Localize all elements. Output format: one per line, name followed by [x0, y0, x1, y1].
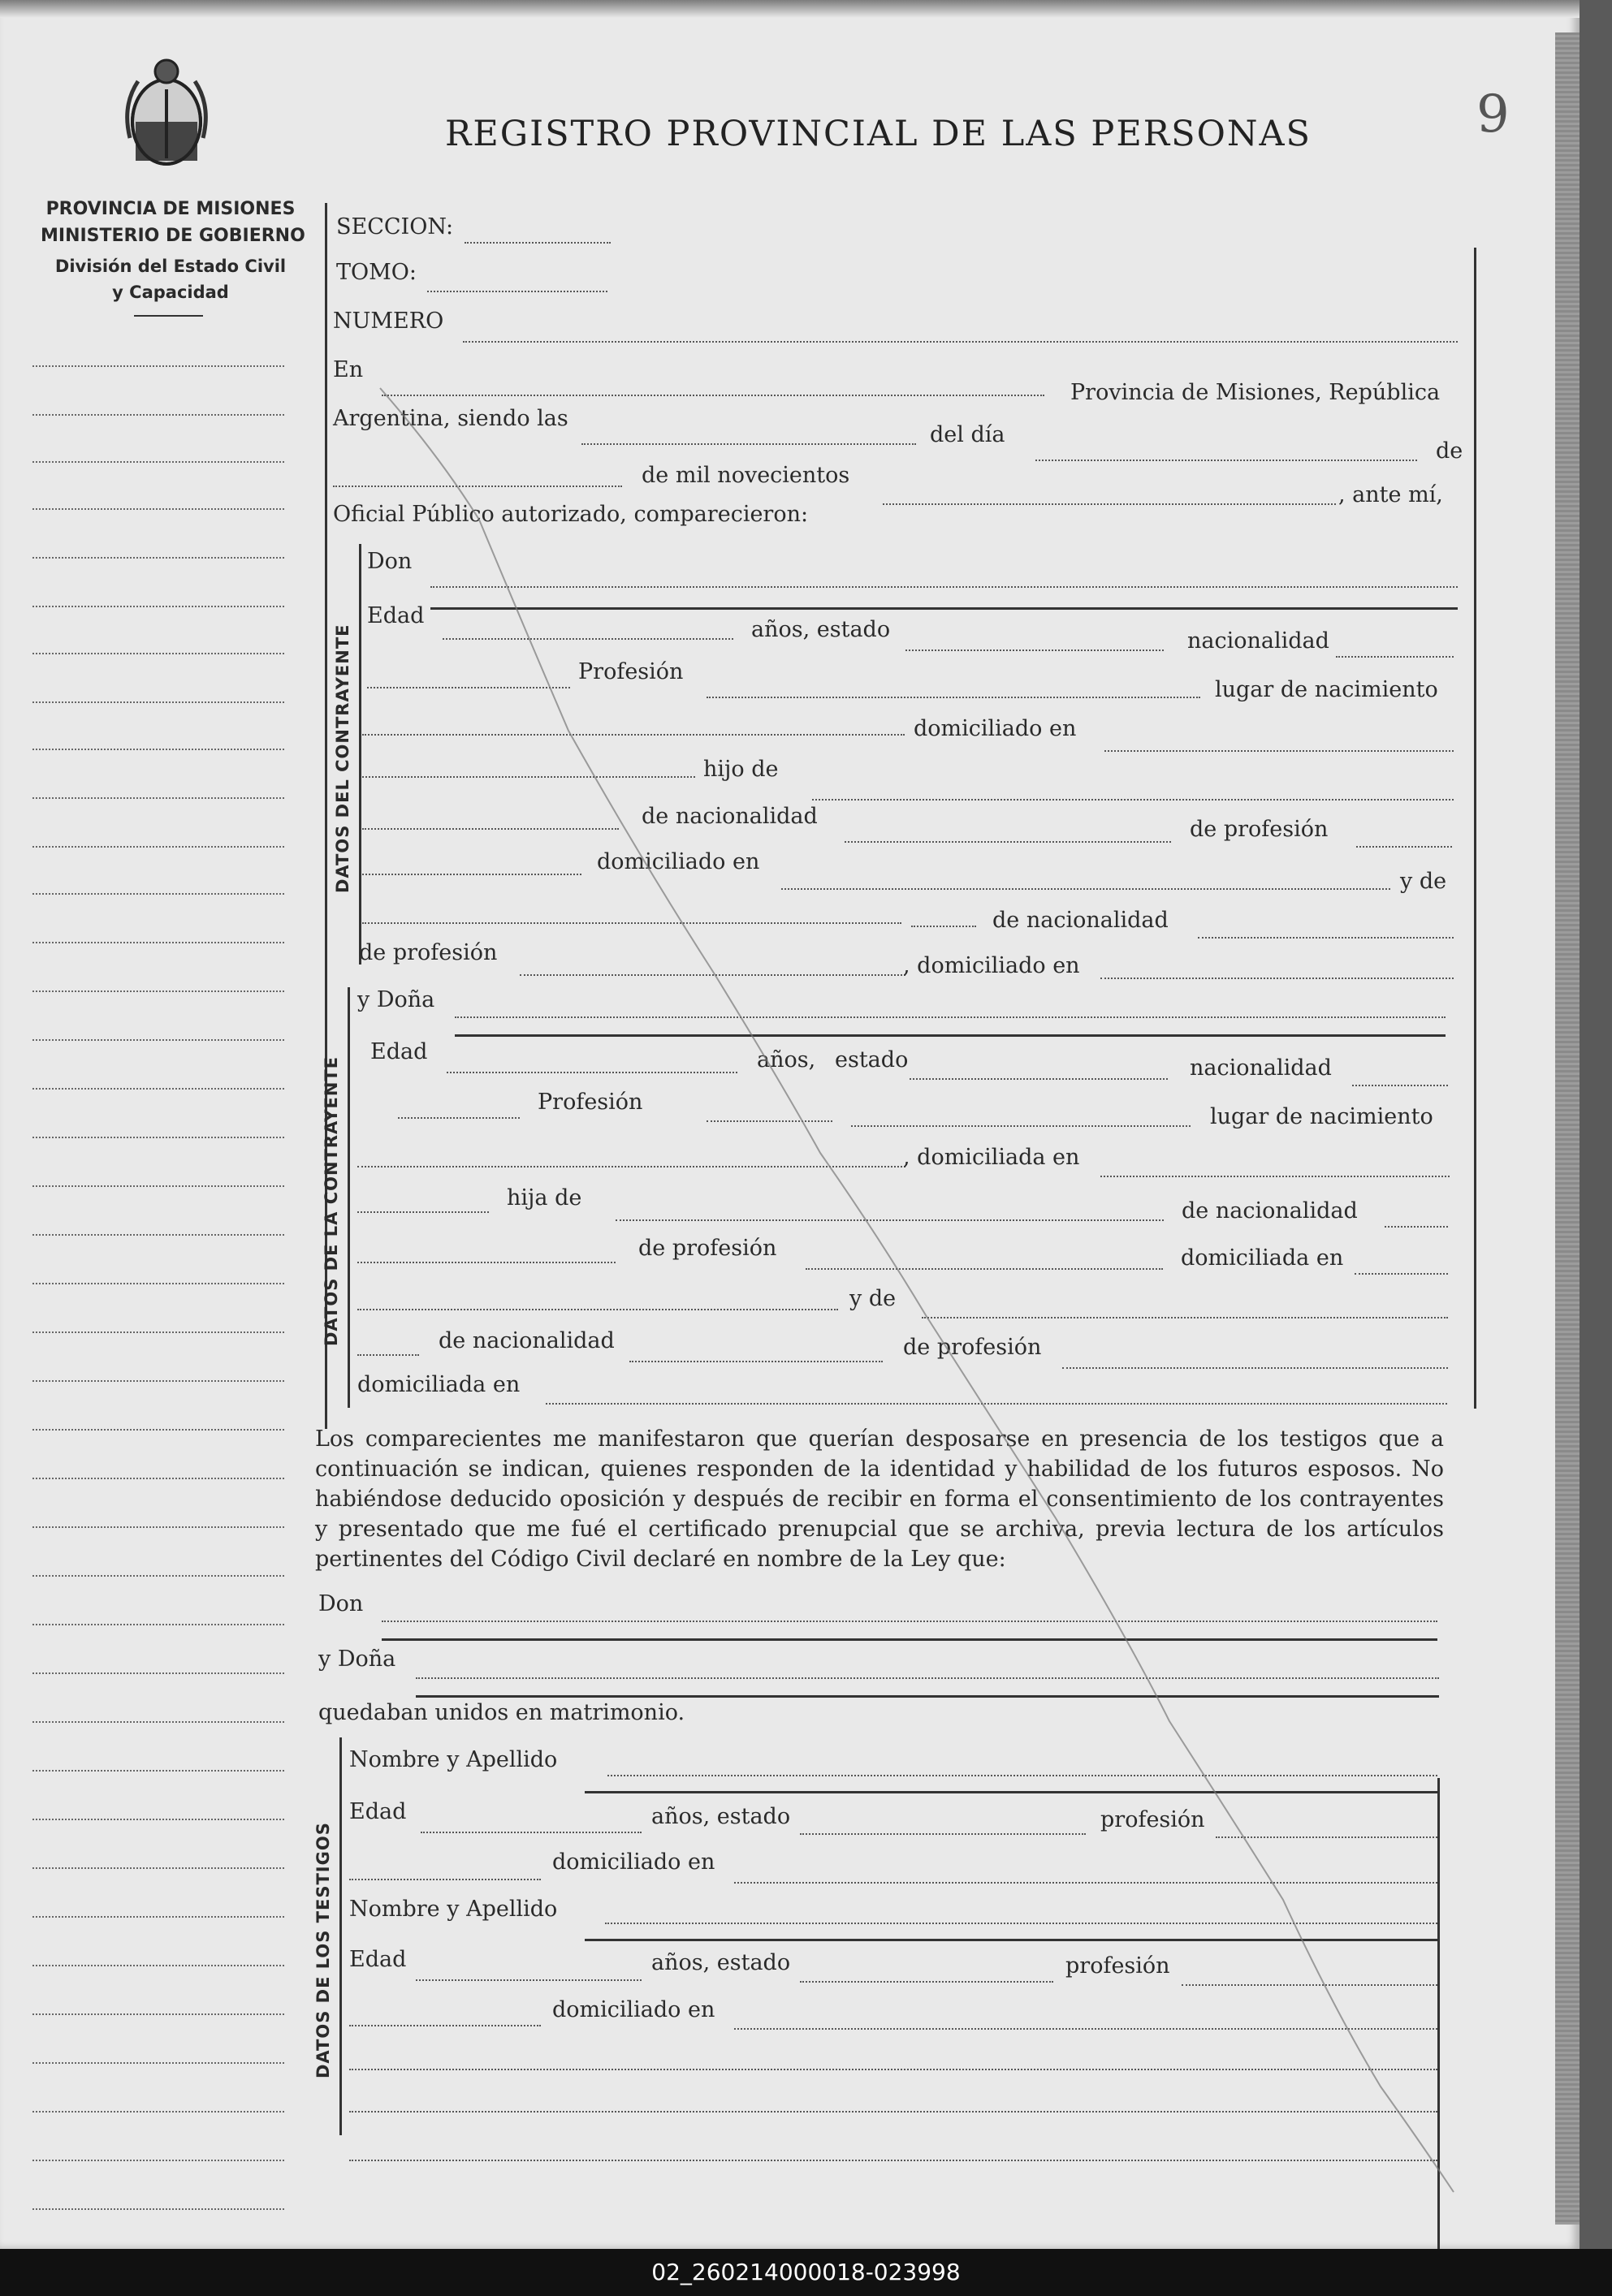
- declaration-paragraph: Los comparecientes me manifestaron que querían desposarse en presencia de los testigos que a continuación se indican, quienes responden de la identidad y habilidad de los futuros esposos. No habiéndose deducido oposición y después de recibir en forma el consentimiento de los contrayentes y presentado que me fué el certificado prenupcial que se archiva, previa lectura de los artículos pertinentes del Código Civil declaré en nombre de la Ley que:: [315, 1426, 1444, 1572]
- y-de-label: y de: [1400, 869, 1447, 894]
- profesion-f-label: Profesión: [538, 1090, 643, 1115]
- ante-mi-label: , ante mí,: [1338, 482, 1443, 507]
- w2-domicilio-label: domiciliado en: [552, 1997, 715, 2022]
- book-cover: [1580, 0, 1612, 2249]
- contrayente-section-label: DATOS DEL CONTRAYENTE: [333, 624, 352, 893]
- edad-label: Edad: [367, 603, 425, 628]
- de-nacionalidad-label: de nacionalidad: [642, 804, 818, 829]
- y-de-f-label: y de: [849, 1286, 897, 1311]
- mil-novecientos-label: de mil novecientos: [642, 463, 850, 488]
- de-nacionalidad-f-label-2: de nacionalidad: [439, 1328, 615, 1353]
- domiciliada-f-label-3: domiciliada en: [357, 1372, 521, 1397]
- issuer-line-3: División del Estado Civil: [54, 257, 287, 276]
- de-nacionalidad-label-2: de nacionalidad: [992, 908, 1169, 933]
- w1-edad-label: Edad: [349, 1799, 407, 1824]
- page-number: 9: [1476, 84, 1510, 145]
- de-profesion-f-label-2: de profesión: [903, 1335, 1042, 1360]
- profesion-label: Profesión: [578, 659, 684, 684]
- domiciliado-label: domiciliado en: [914, 716, 1077, 741]
- dona-label: y Doña: [357, 987, 435, 1012]
- de-profesion-label: de profesión: [1190, 817, 1329, 842]
- de-label: de: [1436, 438, 1463, 464]
- oficial-text: Oficial Público autorizado, comparecieron:: [333, 502, 809, 527]
- de-profesion-label-2: de profesión: [359, 940, 498, 965]
- provincia-text: Provincia de Misiones, República: [1070, 380, 1441, 405]
- de-profesion-f-label: de profesión: [638, 1236, 777, 1261]
- w1-domicilio-label: domiciliado en: [552, 1849, 715, 1875]
- w2-profesion-label: profesión: [1065, 1953, 1170, 1979]
- decl-dona-label: y Doña: [318, 1646, 396, 1672]
- testigos-section-label: DATOS DE LOS TESTIGOS: [313, 1822, 333, 2078]
- unidos-text: quedaban unidos en matrimonio.: [318, 1700, 685, 1725]
- w1-profesion-label: profesión: [1100, 1807, 1205, 1832]
- seccion-label: SECCION:: [336, 214, 454, 240]
- domiciliado-label-2: domiciliado en: [597, 849, 760, 874]
- domiciliada-f-label-2: domiciliada en: [1181, 1245, 1344, 1271]
- contrayente-f-section-label: DATOS DE LA CONTRAYENTE: [322, 1055, 341, 1346]
- hija-de-label: hija de: [507, 1185, 582, 1211]
- de-nacionalidad-f-label: de nacionalidad: [1182, 1198, 1358, 1224]
- page-title: REGISTRO PROVINCIAL DE LAS PERSONAS: [445, 114, 1312, 154]
- en-label: En: [333, 357, 364, 382]
- lugar-nacimiento-label: lugar de nacimiento: [1215, 677, 1438, 702]
- tomo-label: TOMO:: [336, 260, 417, 285]
- anos-estado-label: años, estado: [751, 617, 891, 642]
- nacionalidad-f-label: nacionalidad: [1190, 1055, 1332, 1081]
- del-dia-label: del día: [930, 422, 1005, 447]
- numero-label: NUMERO: [333, 309, 444, 334]
- edad-f-label: Edad: [370, 1039, 428, 1064]
- issuer-line-4: y Capacidad: [112, 283, 229, 302]
- nacionalidad-label: nacionalidad: [1187, 628, 1329, 654]
- anos-f-label: años,: [757, 1047, 816, 1072]
- file-id-bar: 02_260214000018-023998: [0, 2249, 1612, 2296]
- w1-nombre-label: Nombre y Apellido: [349, 1747, 558, 1772]
- w2-nombre-label: Nombre y Apellido: [349, 1897, 558, 1922]
- w2-edad-label: Edad: [349, 1947, 407, 1972]
- issuer-line-2: MINISTERIO DE GOBIERNO: [41, 226, 305, 246]
- argentina-text: Argentina, siendo las: [333, 406, 568, 431]
- domiciliada-f-label: , domiciliada en: [903, 1145, 1080, 1170]
- estado-f-label: estado: [835, 1047, 909, 1072]
- decl-don-label: Don: [318, 1591, 364, 1616]
- issuer-line-1: PROVINCIA DE MISIONES: [45, 199, 296, 219]
- don-label: Don: [367, 549, 413, 574]
- lugar-f-label: lugar de nacimiento: [1210, 1104, 1433, 1129]
- domiciliado-label-3: , domiciliado en: [903, 953, 1080, 978]
- w2-anos-label: años, estado: [651, 1950, 791, 1975]
- hijo-de-label: hijo de: [703, 757, 779, 782]
- w1-anos-label: años, estado: [651, 1804, 791, 1829]
